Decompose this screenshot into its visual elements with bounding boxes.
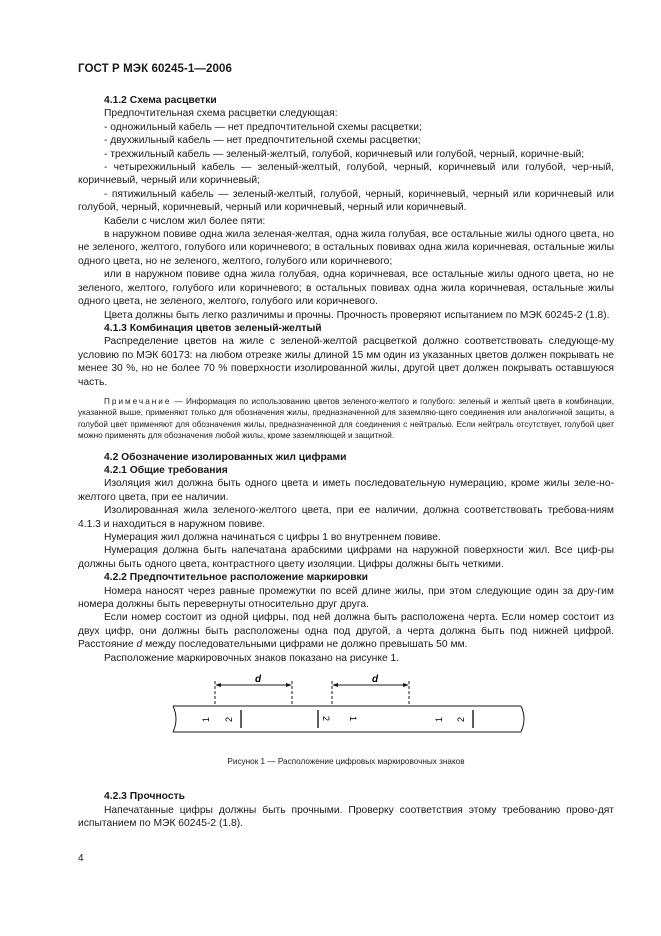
figure-1 [78, 673, 614, 751]
list-item: - одножильный кабель — нет предпочтительной схемы расцветки; [104, 121, 422, 133]
marking-digit: 2 [456, 717, 466, 723]
outer-sheath-paragraph: в наружном повиве одна жила зеленая-желтая, одна жила голубая, все остальные жилы одного цвета, но не зеленого, желтого, голубого или коричневого; в остальных повивах одна жила коричневая, остальные жилы одного цвета, но не зеленого, желтого, голубого или коричневого; [78, 229, 614, 267]
figure-caption: Рисунок 1 — Расположение цифровых маркировочных знаков [227, 757, 465, 767]
marking-digit: 2 [224, 717, 234, 723]
section-4-1-3-heading: 4.1.3 Комбинация цветов зеленый-желтый [104, 322, 322, 334]
arrow-right-icon [286, 683, 292, 687]
arrow-right-icon [403, 683, 409, 687]
marking-digit: 2 [321, 716, 331, 722]
list-item: - пятижильный кабель — зеленый-желтый, голубой, черный, коричневый, черный или коричневый или голубой, черный, коричневый, черный или коричневый, черный или коричневый. [78, 188, 614, 214]
distinguish-paragraph: Цвета должны быть легко различимы и прочны. Прочность проверяют испытанием по МЭК 60245-2 (1.8). [104, 309, 610, 321]
marking-text-b: между последовательными цифрами не должно превышать 50 мм. [142, 639, 468, 651]
outer-sheath-alt-paragraph: или в наружном повиве одна жила голубая, одна коричневая, все остальные жилы одного цвета, но не зеленого, желтого, голубого или коричневого; в остальных повивах одна жила коричневая, остальные жилы одного цвета, не зеленого, желтого, голубого или коричневого. [78, 269, 614, 308]
section-4-2-2-heading: 4.2.2 Предпочтительное расположение маркировки [104, 572, 369, 584]
more-than-five-paragraph: Кабели с числом жил более пяти: [104, 215, 266, 227]
note-label: Примечание [104, 396, 172, 406]
core-right-end [521, 706, 524, 732]
arrow-left-icon [332, 683, 338, 687]
marking-paragraph-1: Номера наносят через равные промежутки по всей длине жилы, при этом следующие один за дру-гим номера должны быть перевернуты относительно друг друга. [78, 585, 614, 611]
list-item: - трехжильный кабель — зеленый-желтый, голубой, коричневый или голубой, черный, коричне-вый; [104, 148, 585, 160]
numbering-paragraph-1: Изоляция жил должна быть одного цвета и иметь последовательную нумерацию, кроме жилы зеле-но-желтого цвета, при ее наличии. [78, 478, 614, 503]
dimension-label: d [372, 674, 379, 686]
marking-paragraph-3: Расположение маркировочных знаков показано на рисунке 1. [104, 652, 400, 664]
dimension-label: d [255, 674, 262, 686]
distance-variable: d [136, 639, 143, 651]
section-4-2-3-heading: 4.2.3 Прочность [104, 791, 185, 803]
list-item: - двухжильный кабель — нет предпочтительной схемы расцветки; [104, 135, 421, 147]
durability-paragraph: Напечатанные цифры должны быть прочными. Проверку соответствия этому требованию прово-дят испытанием по МЭК 60245-2 (1.8). [78, 804, 614, 830]
color-scheme-intro: Предпочтительная схема расцветки следующая: [104, 108, 338, 120]
numbering-paragraph-4: Нумерация должна быть напечатана арабскими цифрами на наружной поверхности жил. Все циф-ры должны быть одного цвета, контрастного цвету изоляции. Цифры должны быть четкими. [78, 545, 614, 570]
page-content [78, 94, 614, 831]
arrow-left-icon [215, 683, 221, 687]
core-left-end [173, 706, 176, 732]
list-item: - четырехжильный кабель — зеленый-желтый, голубой, черный, коричневый или голубой, чер-ный, коричневый, черный или коричневый; [78, 162, 614, 187]
document-header: ГОСТ Р МЭК 60245-1—2006 [78, 63, 232, 75]
note-text: — Информация по использованию цветов зеленого-желтого и голубого: зеленый и желтый цвета в комбинации, указанной выше, применяют только для обозначения жилы, предназначенной для заземляю-щего соединения или аналогичной защиты, а голубой цвет применяют для обозначения жилы, предназначенной для соединения с нейтралью. Если нейтраль отсутствует, голубой цвет можно применять для обозначения любой жилы, кроме заземляющей и защитной. [78, 396, 614, 441]
section-4-1-2-heading: 4.1.2 Схема расцветки [104, 95, 217, 106]
marking-text-a: Если номер состоит из одной цифры, под ней должна быть расположена черта. Если номер состоит из двух цифр, они должны быть расположены одна под другой, а черта должна быть под нижней цифрой. Расстояние [78, 612, 614, 651]
numbering-paragraph-3: Нумерация жил должна начинаться с цифры 1 во внутреннем повиве. [104, 532, 441, 543]
marking-digit: 1 [201, 717, 211, 723]
marking-digit: 1 [348, 716, 358, 722]
section-4-2-1-heading: 4.2.1 Общие требования [104, 464, 228, 476]
green-yellow-paragraph: Распределение цветов на жиле с зеленой-желтой расцветкой должно соответствовать следующе-му условию по МЭК 60173: на любом отрезке жилы длиной 15 мм один из указанных цветов должен покрывать не менее 30 %, но не более 70 % поверхности изолированной жилы, другой цвет должен покрывать оставшуюся часть. [78, 336, 614, 388]
page-number: 4 [78, 853, 84, 864]
note-paragraph [78, 396, 614, 442]
core-marking-diagram [78, 673, 614, 751]
marking-paragraph-2 [78, 611, 614, 651]
marking-digit: 1 [434, 717, 444, 723]
section-4-2-heading: 4.2 Обозначение изолированных жил цифрами [104, 451, 347, 463]
numbering-paragraph-2: Изолированная жила зеленого-желтого цвета, при ее наличии, должна соответствовать требова-ниям 4.1.3 и находиться в наружном повиве. [78, 505, 614, 530]
